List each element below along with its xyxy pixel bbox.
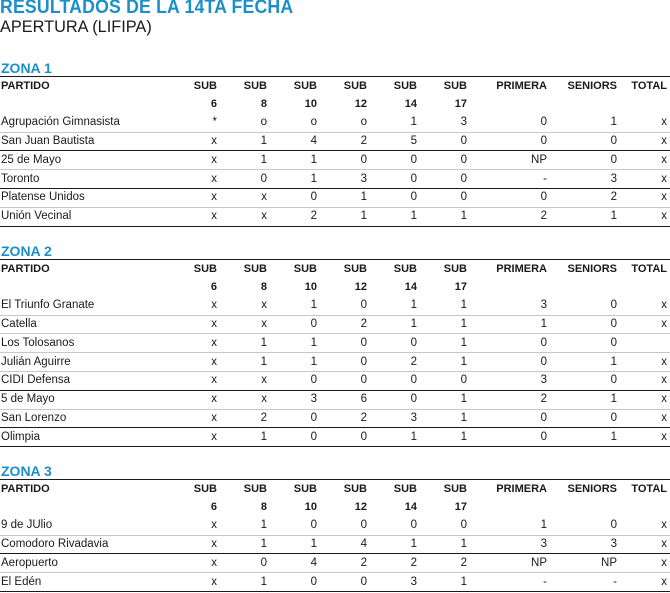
score-cell: x: [620, 114, 670, 132]
score-cell: 2: [550, 188, 620, 207]
score-cell: o: [320, 114, 370, 132]
header-seniors: SENIORS: [550, 260, 620, 280]
header-sub: SUB: [370, 480, 420, 500]
score-cell: 2: [220, 409, 270, 428]
score-cell: x: [170, 188, 220, 207]
score-cell: 1: [550, 114, 620, 132]
score-cell: 4: [270, 132, 320, 151]
table-row: [0, 207, 670, 226]
score-cell: 0: [550, 132, 620, 151]
team-name-cell: Toronto: [0, 170, 170, 189]
score-cell: 0: [370, 188, 420, 207]
team-name-cell: Comodoro Rivadavia: [0, 535, 170, 554]
team-name-cell: 25 de Mayo: [0, 151, 170, 170]
score-cell: 1: [550, 390, 620, 409]
team-name-cell: El Triunfo Granate: [0, 297, 170, 315]
score-cell: 0: [270, 315, 320, 334]
table-header-row: [0, 480, 670, 500]
score-cell: 0: [470, 353, 550, 372]
score-cell: 0: [550, 334, 620, 353]
team-name-cell: 9 de JUlio: [0, 517, 170, 535]
score-cell: -: [470, 573, 550, 592]
header-primera: PRIMERA: [470, 77, 550, 97]
score-cell: 0: [320, 334, 370, 353]
header-partido: PARTIDO: [0, 260, 170, 280]
table-row: [0, 170, 670, 189]
score-cell: 1: [270, 170, 320, 189]
header-blank: [620, 279, 670, 297]
score-cell: 0: [370, 170, 420, 189]
team-name-cell: 5 de Mayo: [0, 390, 170, 409]
score-cell: -: [550, 573, 620, 592]
score-cell: 2: [320, 554, 370, 573]
header-blank: [620, 96, 670, 114]
table-row: [0, 132, 670, 151]
table-row: [0, 428, 670, 447]
header-sub-number: 8: [260, 98, 267, 111]
score-cell: 0: [370, 371, 420, 390]
table-header-row: [0, 260, 670, 280]
score-cell: 0: [550, 315, 620, 334]
score-cell: o: [220, 114, 270, 132]
header-sub-number: 8: [260, 281, 267, 294]
team-name-cell: El Edén: [0, 573, 170, 592]
zone-title: ZONA 3: [1, 463, 52, 479]
score-cell: x: [170, 409, 220, 428]
team-name-cell: Olimpia: [0, 428, 170, 447]
score-cell: x: [170, 428, 220, 447]
score-cell: x: [170, 353, 220, 372]
score-cell: 2: [470, 390, 550, 409]
team-name-cell: Los Tolosanos: [0, 334, 170, 353]
table-row: [0, 353, 670, 372]
header-sub-number: 17: [454, 98, 467, 111]
header-sub: SUB: [170, 260, 220, 280]
team-name-cell: San Juan Bautista: [0, 132, 170, 151]
score-cell: 4: [320, 535, 370, 554]
score-cell: 0: [320, 573, 370, 592]
score-cell: x: [220, 371, 270, 390]
score-cell: 0: [320, 353, 370, 372]
header-sub: SUB: [320, 260, 370, 280]
table-header-row-numbers: [0, 96, 670, 114]
table-row: [0, 554, 670, 573]
score-cell: x: [620, 390, 670, 409]
team-name-cell: Julián Aguirre: [0, 353, 170, 372]
score-cell: 0: [470, 334, 550, 353]
header-blank: [550, 96, 620, 114]
header-sub: SUB: [420, 480, 470, 500]
score-cell: -: [470, 170, 550, 189]
score-cell: 1: [320, 207, 370, 226]
header-primera: PRIMERA: [470, 260, 550, 280]
score-cell: 0: [320, 517, 370, 535]
score-cell: 3: [420, 114, 470, 132]
table-row: [0, 371, 670, 390]
header-sub-number: 12: [354, 98, 367, 111]
header-sub: SUB: [170, 77, 220, 97]
header-blank: [470, 96, 550, 114]
score-cell: x: [170, 170, 220, 189]
score-cell: 1: [550, 207, 620, 226]
score-cell: 0: [270, 517, 320, 535]
team-name-cell: Agrupación Gimnasista: [0, 114, 170, 132]
page-title: RESULTADOS DE LA 14TA FECHA: [0, 0, 294, 18]
score-cell: 3: [370, 409, 420, 428]
score-cell: 1: [470, 517, 550, 535]
score-cell: NP: [550, 554, 620, 573]
header-sub: SUB: [370, 77, 420, 97]
header-blank: [550, 499, 620, 517]
header-sub-number: 14: [404, 501, 417, 514]
score-cell: x: [170, 334, 220, 353]
table-row: [0, 573, 670, 592]
score-cell: 0: [370, 334, 420, 353]
score-cell: x: [170, 554, 220, 573]
score-cell: x: [170, 517, 220, 535]
table-row: [0, 114, 670, 132]
score-cell: 1: [220, 151, 270, 170]
score-cell: 0: [320, 297, 370, 315]
score-cell: 3: [550, 170, 620, 189]
score-cell: 6: [320, 390, 370, 409]
score-cell: 5: [370, 132, 420, 151]
score-cell: 0: [420, 188, 470, 207]
results-table: [0, 479, 670, 592]
score-cell: 3: [320, 170, 370, 189]
results-table: [0, 76, 670, 227]
table-row: [0, 535, 670, 554]
score-cell: 0: [270, 428, 320, 447]
score-cell: 1: [370, 428, 420, 447]
score-cell: [620, 334, 670, 353]
score-cell: 1: [220, 428, 270, 447]
score-cell: *: [170, 114, 220, 132]
score-cell: 1: [420, 535, 470, 554]
score-cell: 0: [470, 114, 550, 132]
table-row: [0, 315, 670, 334]
header-sub-number: 10: [304, 281, 317, 294]
score-cell: 1: [270, 297, 320, 315]
score-cell: 2: [320, 409, 370, 428]
score-cell: x: [220, 207, 270, 226]
header-blank: [0, 499, 170, 517]
score-cell: x: [220, 315, 270, 334]
header-sub: SUB: [170, 480, 220, 500]
score-cell: o: [270, 114, 320, 132]
header-sub-number: 17: [454, 281, 467, 294]
header-blank: [470, 279, 550, 297]
score-cell: 0: [320, 151, 370, 170]
header-blank: [550, 279, 620, 297]
team-name-cell: San Lorenzo: [0, 409, 170, 428]
score-cell: 0: [370, 390, 420, 409]
score-cell: 1: [220, 573, 270, 592]
score-cell: 3: [370, 573, 420, 592]
score-cell: x: [620, 535, 670, 554]
table-row: [0, 188, 670, 207]
header-sub-number: 12: [354, 281, 367, 294]
score-cell: 2: [270, 207, 320, 226]
score-cell: 1: [370, 207, 420, 226]
header-sub-number: 8: [260, 501, 267, 514]
score-cell: x: [620, 297, 670, 315]
score-cell: x: [170, 315, 220, 334]
score-cell: 0: [270, 188, 320, 207]
score-cell: 0: [220, 554, 270, 573]
team-name-cell: CIDI Defensa: [0, 371, 170, 390]
header-total: TOTAL: [620, 480, 670, 500]
header-sub-number: 6: [210, 501, 217, 514]
score-cell: 4: [270, 554, 320, 573]
score-cell: 1: [420, 315, 470, 334]
score-cell: 3: [470, 371, 550, 390]
header-sub: SUB: [270, 260, 320, 280]
score-cell: 0: [550, 371, 620, 390]
score-cell: 1: [420, 573, 470, 592]
zone-title: ZONA 1: [1, 60, 52, 76]
score-cell: 0: [270, 371, 320, 390]
team-name-cell: Platense Unidos: [0, 188, 170, 207]
score-cell: 0: [550, 151, 620, 170]
score-cell: 1: [320, 188, 370, 207]
score-cell: 1: [370, 315, 420, 334]
score-cell: 1: [550, 428, 620, 447]
header-blank: [0, 96, 170, 114]
table-row: [0, 334, 670, 353]
score-cell: 0: [220, 170, 270, 189]
header-sub: SUB: [320, 77, 370, 97]
score-cell: x: [620, 428, 670, 447]
score-cell: 0: [370, 517, 420, 535]
score-cell: 1: [420, 353, 470, 372]
score-cell: x: [170, 207, 220, 226]
score-cell: 1: [550, 353, 620, 372]
score-cell: 3: [550, 535, 620, 554]
header-primera: PRIMERA: [470, 480, 550, 500]
score-cell: x: [620, 409, 670, 428]
header-seniors: SENIORS: [550, 480, 620, 500]
zone-title: ZONA 2: [1, 243, 52, 259]
team-name-cell: Catella: [0, 315, 170, 334]
score-cell: x: [620, 207, 670, 226]
score-cell: 0: [370, 151, 420, 170]
score-cell: 1: [420, 428, 470, 447]
header-sub: SUB: [420, 260, 470, 280]
score-cell: x: [170, 573, 220, 592]
score-cell: 1: [370, 114, 420, 132]
header-partido: PARTIDO: [0, 77, 170, 97]
team-name-cell: Unión Vecinal: [0, 207, 170, 226]
score-cell: 0: [420, 517, 470, 535]
score-cell: x: [620, 353, 670, 372]
table-row: [0, 390, 670, 409]
score-cell: 1: [270, 151, 320, 170]
table-row: [0, 297, 670, 315]
score-cell: 1: [420, 297, 470, 315]
score-cell: x: [170, 390, 220, 409]
header-blank: [470, 499, 550, 517]
score-cell: 2: [370, 353, 420, 372]
header-total: TOTAL: [620, 77, 670, 97]
header-sub-number: 10: [304, 98, 317, 111]
header-sub: SUB: [220, 77, 270, 97]
team-name-cell: Aeropuerto: [0, 554, 170, 573]
score-cell: x: [620, 132, 670, 151]
score-cell: x: [620, 554, 670, 573]
score-cell: 0: [470, 409, 550, 428]
header-sub-number: 6: [210, 98, 217, 111]
score-cell: 1: [220, 334, 270, 353]
score-cell: x: [170, 132, 220, 151]
score-cell: 2: [370, 554, 420, 573]
score-cell: x: [220, 390, 270, 409]
header-sub: SUB: [420, 77, 470, 97]
score-cell: 1: [220, 132, 270, 151]
score-cell: 0: [270, 573, 320, 592]
header-sub-number: 6: [210, 281, 217, 294]
header-sub-number: 12: [354, 501, 367, 514]
score-cell: NP: [470, 554, 550, 573]
score-cell: 0: [470, 132, 550, 151]
score-cell: 0: [470, 188, 550, 207]
score-cell: NP: [470, 151, 550, 170]
score-cell: x: [170, 371, 220, 390]
header-sub-number: 17: [454, 501, 467, 514]
score-cell: x: [620, 188, 670, 207]
score-cell: x: [620, 573, 670, 592]
score-cell: x: [220, 297, 270, 315]
score-cell: 0: [320, 371, 370, 390]
score-cell: 1: [270, 353, 320, 372]
score-cell: 1: [370, 297, 420, 315]
score-cell: 0: [270, 409, 320, 428]
header-sub: SUB: [370, 260, 420, 280]
header-sub-number: 10: [304, 501, 317, 514]
score-cell: x: [620, 170, 670, 189]
score-cell: 1: [420, 334, 470, 353]
score-cell: x: [170, 151, 220, 170]
header-blank: [620, 499, 670, 517]
table-header-row: [0, 77, 670, 97]
score-cell: 2: [420, 554, 470, 573]
score-cell: x: [220, 188, 270, 207]
table-row: [0, 517, 670, 535]
table-row: [0, 409, 670, 428]
header-sub: SUB: [270, 77, 320, 97]
score-cell: 1: [220, 353, 270, 372]
header-total: TOTAL: [620, 260, 670, 280]
score-cell: x: [620, 315, 670, 334]
header-blank: [0, 279, 170, 297]
score-cell: x: [620, 517, 670, 535]
results-table: [0, 259, 670, 447]
table-header-row-numbers: [0, 279, 670, 297]
header-seniors: SENIORS: [550, 77, 620, 97]
score-cell: 1: [420, 207, 470, 226]
score-cell: 3: [270, 390, 320, 409]
score-cell: 3: [470, 297, 550, 315]
score-cell: x: [170, 535, 220, 554]
score-cell: 1: [220, 517, 270, 535]
score-cell: 1: [420, 409, 470, 428]
score-cell: x: [170, 297, 220, 315]
header-sub: SUB: [220, 480, 270, 500]
score-cell: 2: [470, 207, 550, 226]
score-cell: 0: [420, 132, 470, 151]
header-sub-number: 14: [404, 281, 417, 294]
score-cell: 1: [270, 334, 320, 353]
score-cell: x: [620, 151, 670, 170]
score-cell: 0: [550, 297, 620, 315]
score-cell: 1: [270, 535, 320, 554]
header-partido: PARTIDO: [0, 480, 170, 500]
header-sub: SUB: [220, 260, 270, 280]
header-sub-number: 14: [404, 98, 417, 111]
header-sub: SUB: [270, 480, 320, 500]
score-cell: 1: [420, 390, 470, 409]
table-header-row-numbers: [0, 499, 670, 517]
score-cell: 0: [550, 409, 620, 428]
score-cell: x: [620, 371, 670, 390]
score-cell: 0: [470, 428, 550, 447]
score-cell: 0: [320, 428, 370, 447]
score-cell: 0: [550, 517, 620, 535]
score-cell: 2: [320, 132, 370, 151]
score-cell: 0: [420, 170, 470, 189]
score-cell: 3: [470, 535, 550, 554]
score-cell: 1: [370, 535, 420, 554]
page-subtitle: APERTURA (LIFIPA): [0, 17, 152, 36]
score-cell: 2: [320, 315, 370, 334]
score-cell: 1: [220, 535, 270, 554]
score-cell: 0: [420, 151, 470, 170]
score-cell: 1: [470, 315, 550, 334]
table-row: [0, 151, 670, 170]
score-cell: 0: [420, 371, 470, 390]
header-sub: SUB: [320, 480, 370, 500]
